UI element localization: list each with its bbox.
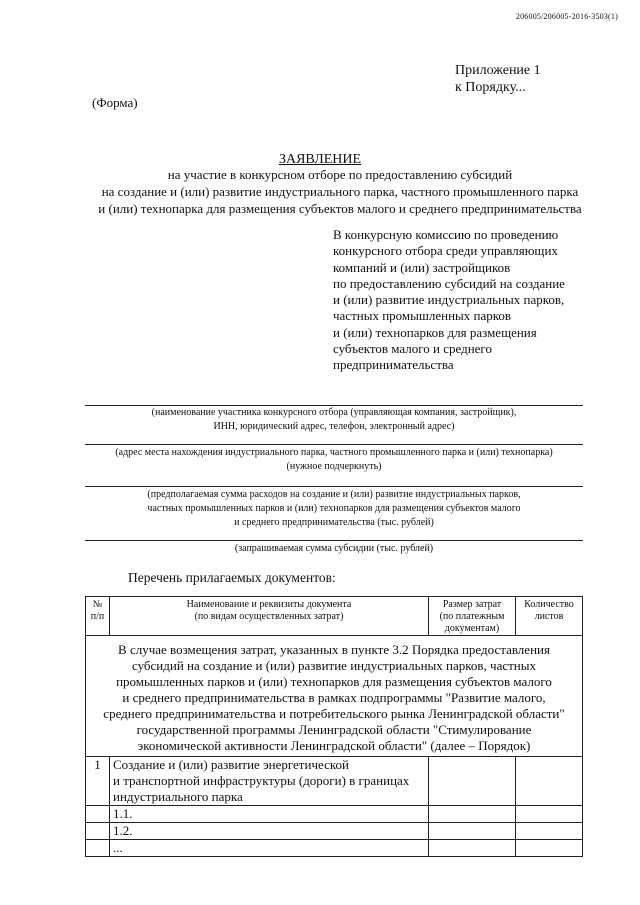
park-address-field-line[interactable]	[85, 444, 583, 445]
row-doc-name[interactable]: 1.2.	[110, 823, 429, 840]
document-title: ЗАЯВЛЕНИЕ	[278, 152, 362, 167]
document-id: 206005/206005-2016-3503(1)	[515, 12, 618, 21]
table-row	[86, 757, 583, 806]
addressee-line: частных промышленных парков	[333, 308, 512, 324]
subtitle-line: и (или) технопарка для размещения субъектов малого и среднего предпринимательства	[98, 201, 582, 216]
addressee-block	[333, 227, 613, 374]
expenses-field-caption	[85, 488, 583, 530]
table-row	[86, 823, 583, 840]
caption-line: и среднего предпринимательства (тыс. рублей)	[234, 517, 434, 528]
row-cost-cell[interactable]	[429, 840, 516, 857]
appendix-line: к Порядку...	[455, 80, 526, 95]
caption-line: (нужное подчеркнуть)	[286, 461, 382, 472]
documents-table	[85, 596, 583, 857]
row-doc-name[interactable]: Создание и (или) развитие энергетической и транспортной инфраструктуры (дороги) в границах индустриального парка	[110, 757, 429, 806]
addressee-line: В конкурсную комиссию по проведению	[333, 227, 559, 242]
document-subtitle	[60, 166, 620, 217]
appendix-line: Приложение 1	[455, 63, 541, 78]
subtitle-line: на участие в конкурсном отборе по предоставлению субсидий	[167, 167, 513, 182]
addressee-line: субъектов малого и среднего	[333, 341, 492, 357]
row-sheets-cell[interactable]	[516, 823, 583, 840]
form-label: (Форма)	[92, 95, 138, 110]
addressee-line: конкурсного отбора среди управляющих	[333, 243, 558, 259]
header-doc-name: Наименование и реквизиты документа (по видам осуществленных затрат)	[110, 597, 429, 636]
row-cost-cell[interactable]	[429, 823, 516, 840]
row-cost-cell[interactable]	[429, 806, 516, 823]
addressee-line: по предоставлению субсидий на создание	[333, 275, 565, 291]
appendix-note	[455, 62, 541, 96]
row-doc-name[interactable]: 1.1.	[110, 806, 429, 823]
addressee-line: предпринимательства	[333, 357, 454, 373]
merged-note-cell: В случае возмещения затрат, указанных в пункте 3.2 Порядка предоставления субсидий на создание и (или) развитие индустриальных парков, частных промышленных парков и (или) технопарков для размещения субъектов малого и среднего предпринимательства в рамках подпрограммы "Развитие малого, среднего предпринимательства и потребительского рынка Ленинградской области" государственной программы Ленинградской области "Стимулирование экономической активности Ленинградской области" (далее – Порядок)	[86, 636, 583, 757]
row-num: 1	[86, 757, 110, 806]
row-num	[86, 823, 110, 840]
row-doc-name[interactable]: ...	[110, 840, 429, 857]
park-address-field-caption	[85, 446, 583, 474]
subtitle-line: на создание и (или) развитие индустриального парка, частного промышленного парка	[101, 184, 579, 199]
caption-line: ИНН, юридический адрес, телефон, электронный адрес)	[213, 421, 455, 432]
table-row	[86, 806, 583, 823]
subsidy-field-caption	[85, 542, 583, 556]
row-sheets-cell[interactable]	[516, 757, 583, 806]
row-sheets-cell[interactable]	[516, 806, 583, 823]
header-sheets: Количество листов	[516, 597, 583, 636]
caption-line: частных промышленных парков и (или) технопарков для размещения субъектов малого	[147, 503, 521, 514]
addressee-line: компаний и (или) застройщиков	[333, 259, 511, 275]
caption-line: (запрашиваемая сумма субсидии (тыс. рублей)	[234, 543, 434, 554]
row-num	[86, 840, 110, 857]
header-num: № п/п	[86, 597, 110, 636]
merged-note-row	[86, 636, 583, 757]
addressee-line: и (или) технопарков для размещения	[333, 324, 537, 340]
table-header-row	[86, 597, 583, 636]
caption-line: (адрес места нахождения индустриального парка, частного промышленного парка и (или) технопарка)	[115, 447, 553, 458]
row-num	[86, 806, 110, 823]
caption-line: (наименование участника конкурсного отбора (управляющая компания, застройщик),	[151, 407, 517, 418]
applicant-field-caption	[85, 406, 583, 434]
documents-list-heading: Перечень прилагаемых документов:	[128, 570, 336, 585]
expenses-field-line[interactable]	[85, 486, 583, 487]
caption-line: (предполагаемая сумма расходов на создание и (или) развитие индустриальных парков,	[147, 489, 521, 500]
row-sheets-cell[interactable]	[516, 840, 583, 857]
subsidy-field-line[interactable]	[85, 540, 583, 541]
table-row	[86, 840, 583, 857]
header-cost: Размер затрат (по платежным документам)	[429, 597, 516, 636]
row-cost-cell[interactable]	[429, 757, 516, 806]
addressee-line: и (или) развитие индустриальных парков,	[333, 292, 565, 308]
